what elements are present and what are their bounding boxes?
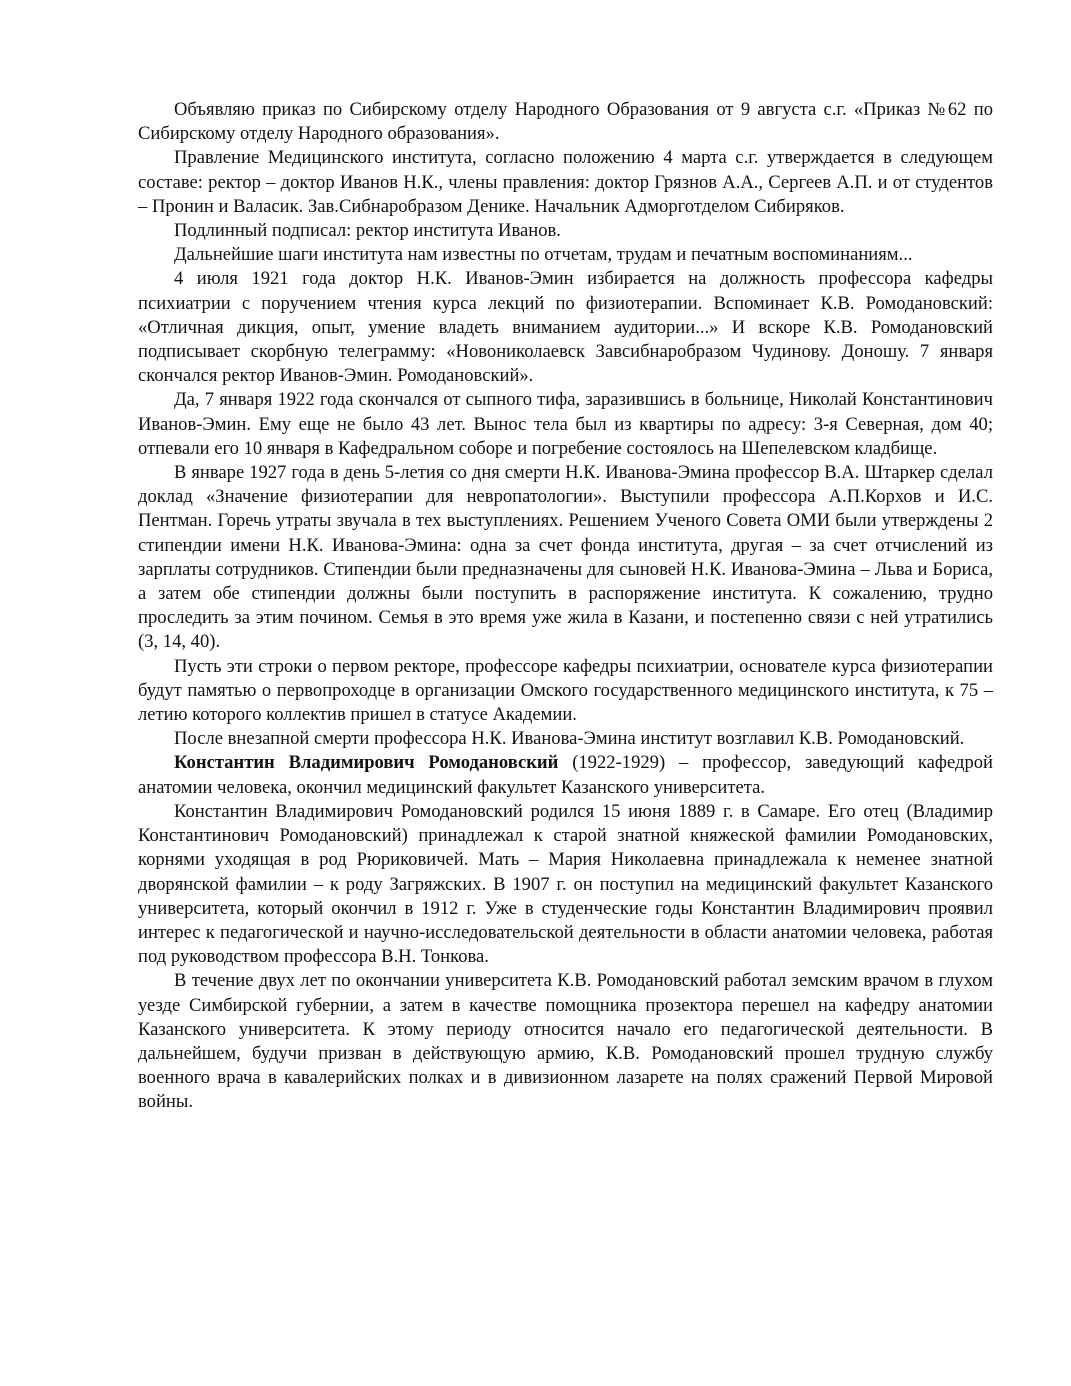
paragraph: Дальнейшие шаги института нам известны по отчетам, трудам и печатным воспоминаниям... <box>174 244 913 266</box>
paragraph: Пусть эти строки о первом ректоре, профессоре кафедры психиатрии, основателе курса физиотерапии будут памятью о первопроходце в организации Омского государственного медицинского института, к 75 – летию которого коллектив пришел в статусе Академии. <box>138 655 993 726</box>
bio-text: (1922-1929) – профессор, заведующий кафедрой анатомии человека, окончил медицинский факультет Казанского университета. <box>138 752 993 798</box>
paragraph: Константин Владимирович Ромодановский родился 15 июня 1889 г. в Самаре. Его отец (Владимир Константинович Ромодановский) принадлежал к старой знатной княжеской фамилии Ромодановских, корнями уходящая в род Рюриковичей. Мать – Мария Николаевна принадлежала к неменее знатной дворянской фамилии – к роду Загряжских. В 1907 г. он поступил на медицинский факультет Казанского университета, который окончил в 1912 г. Уже в студенческие годы Константин Владимирович проявил интерес к педагогической и научно-исследовательской деятельности в области анатомии человека, работая под руководством профессора В.Н. Тонкова. <box>138 800 993 968</box>
paragraph: В январе 1927 года в день 5-летия со дня смерти Н.К. Иванова-Эмина профессор В.А. Штаркер сделал доклад «Значение физиотерапии для невропатологии». Выступили профессора А.П.Корхов и И.С. Пентман. Горечь утраты звучала в тех выступлениях. Решением Ученого Совета ОМИ были утверждены 2 стипендии имени Н.К. Иванова-Эмина: одна за счет фонда института, другая – за счет отчислений из зарплаты сотрудников. Стипендии были предназначены для сыновей Н.К. Иванова-Эмина – Льва и Бориса, а затем обе стипендии должны были поступить в распоряжение института. К сожалению, трудно проследить за этим почином. Семья в это время уже жила в Казани, и постепенно связи с ней утратились (3, 14, 40). <box>138 462 993 653</box>
paragraph: Объявляю приказ по Сибирскому отделу Народного Образования от 9 августа с.г. «Приказ №62 по Сибирскому отделу Народного образования». <box>138 99 993 145</box>
paragraph: В течение двух лет по окончании университета К.В. Ромодановский работал земским врачом в глухом уезде Симбирской губернии, а затем в качестве помощника прозектора перешел на кафедру анатомии Казанского университета. К этому периоду относится начало его педагогической деятельности. В дальнейшем, будучи призван в действующую армию, К.В. Ромодановский прошел трудную службу военного врача в кавалерийских полках и в дивизионном лазарете на полях сражений Первой Мировой войны. <box>138 970 993 1113</box>
bold-name: Константин Владимирович Ромодановский <box>174 752 559 774</box>
paragraph: Подлинный подписал: ректор института Иванов. <box>174 220 561 242</box>
bio-paragraph <box>138 751 993 799</box>
paragraph: Да, 7 января 1922 года скончался от сыпного тифа, заразившись в больнице, Николай Константинович Иванов-Эмин. Ему еще не было 43 лет. Вынос тела был из квартиры по адресу: 3-я Северная, дом 40; отпевали его 10 января в Кафедральном соборе и погребение состоялось на Шепелевском кладбище. <box>138 389 993 459</box>
paragraph: 4 июля 1921 года доктор Н.К. Иванов-Эмин избирается на должность профессора кафедры психиатрии с поручением чтения курса лекций по физиотерапии. Вспоминает К.В. Ромодановский: «Отличная дикция, опыт, умение владеть вниманием аудитории...» И вскоре К.В. Ромодановский подписывает скорбную телеграмму: «Новониколаевск Завсибнаробразом Чудинову. Доношу. 7 января скончался ректор Иванов-Эмин. Ромодановский». <box>138 268 993 387</box>
document-page <box>138 98 993 1115</box>
paragraph: После внезапной смерти профессора Н.К. Иванова-Эмина институт возглавил К.В. Ромодановский. <box>174 728 965 750</box>
paragraph: Правление Медицинского института, согласно положению 4 марта с.г. утверждается в следующем составе: ректор – доктор Иванов Н.К., члены правления: доктор Грязнов А.А., Сергеев А.П. и от студентов – Пронин и Валасик. Зав.Сибнаробразом Денике. Начальник Адморготделом Сибиряков. <box>138 147 993 217</box>
